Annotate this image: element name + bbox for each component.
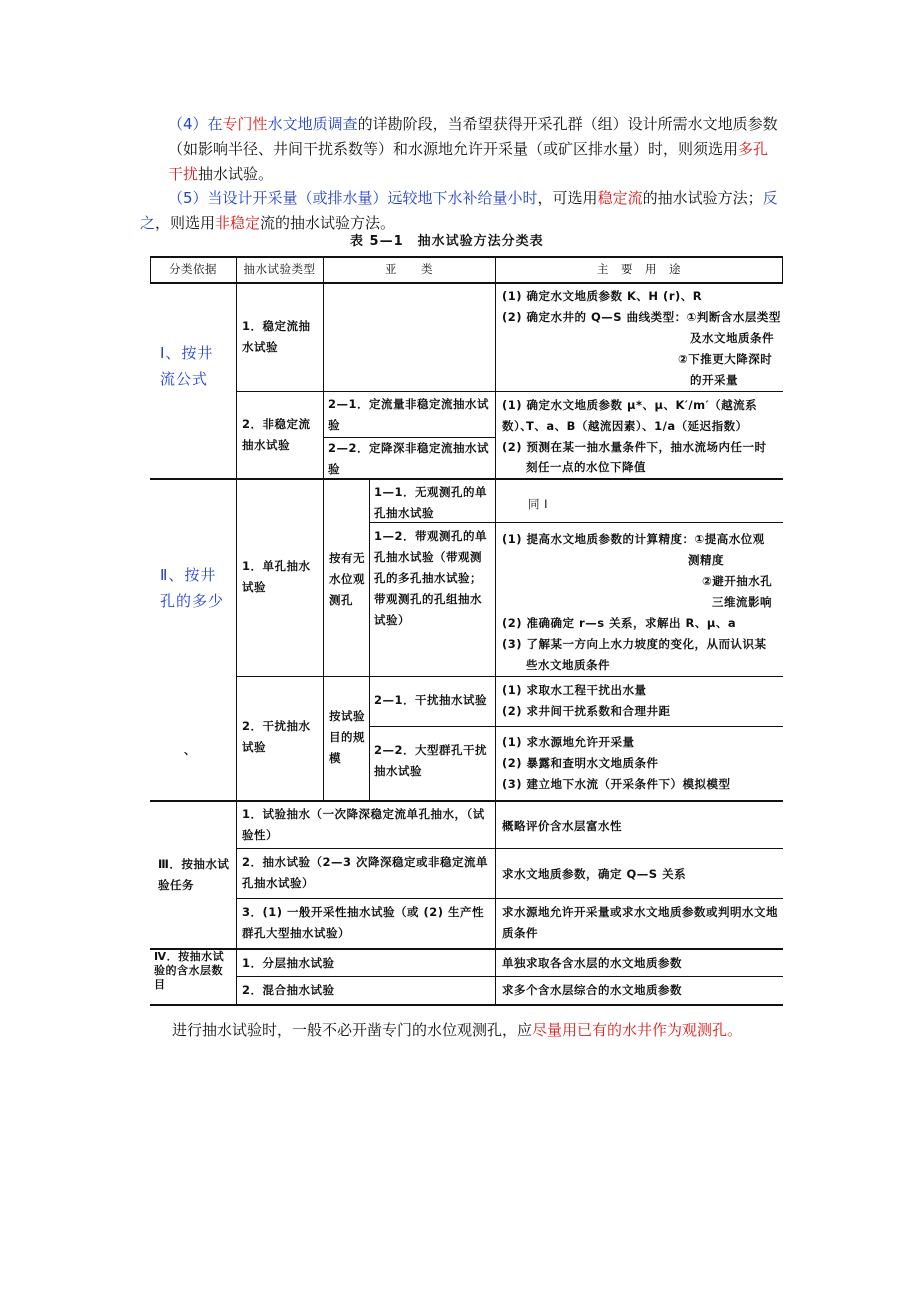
group-2-label: Ⅱ、按井孔的多少 (160, 566, 225, 610)
use-group-1: (1) 求水源地允许开采量 (502, 735, 635, 749)
paragraph-4 (168, 112, 782, 187)
use-obs-2: 测精度 (688, 553, 724, 567)
use-mixed: 求多个含水层综合的水文地质参数 (502, 983, 682, 997)
group-2-mark: 、 (184, 743, 196, 757)
sub-no-obs-well: 1—1．无观测孔的单孔抽水试验 (374, 485, 488, 520)
use-unsteady-1: (1) 确定水文地质参数 μ*、μ、K′/m′（越流系数）、 (502, 398, 758, 433)
rule-g4-mid (236, 976, 783, 977)
use-steady-5: 的开采量 (690, 373, 738, 387)
use-group-2: (2) 暴露和查明水文地质条件 (502, 756, 659, 770)
sub-const-drawdown: 2—2．定降深非稳定流抽水试验 (328, 441, 490, 476)
header-subtype: 亚 类 (385, 262, 433, 276)
type-trial: 1．试验抽水（一次降深稳定流单孔抽水，（试验性） (242, 807, 485, 842)
use-obs-3: ②避开抽水孔 (702, 574, 773, 588)
table-title: 表 5—1 抽水试验方法分类表 (350, 234, 544, 249)
sub-by-purpose: 按试验目的规模 (329, 709, 365, 765)
rule-g1-mid (236, 391, 783, 392)
sub-interference: 2—1．干扰抽水试验 (374, 693, 488, 707)
use-obs-6: (3) 了解某一方向上水力坡度的变化，从而认识某 (502, 637, 767, 651)
last-part-b: 尽量用已有的水井作为观测孔。 (532, 1021, 743, 1039)
use-unsteady-3: (2) 预测在某一抽水量条件下，抽水流场内任一时 (502, 440, 767, 454)
p4-part-d: 的详勘阶段，当希望获得开采孔群（组）设计所需水文地质参数（如影响半径、井间干扰系数等）和水源地允许开采量（或矿区排水量）时，则须选用 (168, 115, 778, 158)
p5-part-b: ，可选用 (537, 189, 598, 207)
p5-part-e: 反之 (140, 189, 778, 232)
p4-part-a: （4）在 (168, 115, 223, 133)
paragraph-last (172, 1018, 788, 1043)
p5-part-c: 稳定流 (597, 189, 643, 207)
rule-g2-sub2 (369, 726, 783, 727)
rule-header (150, 282, 783, 284)
use-trial: 概略评价含水层富水性 (502, 819, 622, 833)
type-test: 2．抽水试验（2—3 次降深稳定或非稳定流单孔抽水试验） (242, 855, 489, 890)
use-interf-2: (2) 求井间干扰系数和合理井距 (502, 704, 671, 718)
col-3 (495, 256, 496, 1006)
use-obs-1: (1) 提高水文地质参数的计算精度：①提高水位观 (502, 532, 765, 546)
use-production: 求水源地允许开采量或求水文地质参数或判明水文地质条件 (502, 905, 778, 940)
rule-g2-mid (236, 676, 783, 677)
rule-g2-end (150, 800, 783, 802)
rule-g3-end (150, 948, 783, 950)
use-obs-5: (2) 准确确定 r—s 关系，求解出 R、μ、a (502, 616, 737, 630)
use-interf-1: (1) 求取水工程干扰出水量 (502, 683, 647, 697)
type-unsteady-flow: 2．非稳定流抽水试验 (242, 417, 311, 452)
type-production: 3．(1) 一般开采性抽水试验（或 (2) 生产性群孔大型抽水试验） (242, 905, 485, 940)
sub-const-flow: 2—1．定流量非稳定流抽水试验 (328, 397, 490, 432)
rule-g3-b (236, 898, 783, 899)
use-obs-4: 三维流影响 (712, 595, 772, 609)
type-interference: 2．干扰抽水试验 (242, 719, 311, 754)
p5-part-a: （5）当设计开采量（或排水量）远较地下水补给量小时 (168, 189, 538, 207)
col-1 (236, 256, 237, 1006)
p4-part-e: 多孔干扰 (168, 140, 769, 183)
use-obs-7: 些水文地质条件 (526, 658, 610, 672)
col-2-upper (323, 256, 324, 802)
use-test: 求水文地质参数，确定 Q—S 关系 (502, 867, 687, 881)
paragraph-5 (140, 186, 782, 236)
header-use: 主 要 用 途 (597, 262, 681, 276)
type-layered: 1．分层抽水试验 (242, 956, 335, 970)
p5-part-h: 流的抽水试验方法。 (260, 214, 396, 232)
group-1-label: Ⅰ、按井流公式 (160, 344, 214, 388)
p5-part-d: 的抽水试验方法； (642, 189, 763, 207)
rule-top (150, 256, 783, 258)
p5-part-f: ，则选用 (155, 214, 216, 232)
p4-part-f: 抽水试验。 (198, 165, 274, 183)
p4-part-c: 水文地质调查 (267, 115, 358, 133)
type-steady-flow: 1．稳定流抽水试验 (242, 319, 311, 354)
use-layered: 单独求取各含水层的水文地质参数 (502, 956, 682, 970)
use-steady-1: (1) 确定水文地质参数 K、H (r)、R (502, 289, 703, 303)
rule-g3-a (236, 848, 783, 849)
sub-large-group: 2—2．大型群孔干扰抽水试验 (374, 743, 488, 778)
p4-part-b: 专门性 (222, 115, 268, 133)
header-type: 抽水试验类型 (243, 262, 316, 276)
col-sub-g2 (369, 480, 370, 802)
use-unsteady-4: 刻任一点的水位下降值 (526, 460, 646, 474)
sub-with-obs-well: 1—2．带观测孔的单孔抽水试验（带观测孔的多孔抽水试验；带观测孔的孔组抽水试验） (374, 529, 488, 627)
use-steady-3: 及水文地质条件 (690, 331, 774, 345)
rule-bottom (150, 1004, 783, 1006)
use-group-3: (3) 建立地下水流（开采条件下）模拟模型 (502, 777, 731, 791)
group-4-label: Ⅳ．按抽水试验的含水层数目 (154, 950, 225, 991)
use-steady-2: (2) 确定水井的 Q—S 曲线类型：①判断含水层类型 (502, 310, 781, 324)
use-steady-4: ②下推更大降深时 (678, 352, 773, 366)
classification-table (150, 256, 783, 1006)
type-single-well: 1．单孔抽水试验 (242, 559, 311, 594)
last-part-a: 进行抽水试验时，一般不必开凿专门的水位观测孔，应 (172, 1021, 533, 1039)
sub-by-observation: 按有无水位观测孔 (329, 551, 365, 607)
group-3-label: Ⅲ．按抽水试验任务 (158, 857, 230, 892)
use-unsteady-2: T、a、B（越流因素）、1/a（延迟指数） (526, 419, 748, 433)
use-same-as-1: 同 I (528, 497, 549, 511)
header-basis: 分类依据 (169, 262, 217, 276)
p5-part-g: 非稳定 (215, 214, 261, 232)
type-mixed: 2．混合抽水试验 (242, 983, 335, 997)
